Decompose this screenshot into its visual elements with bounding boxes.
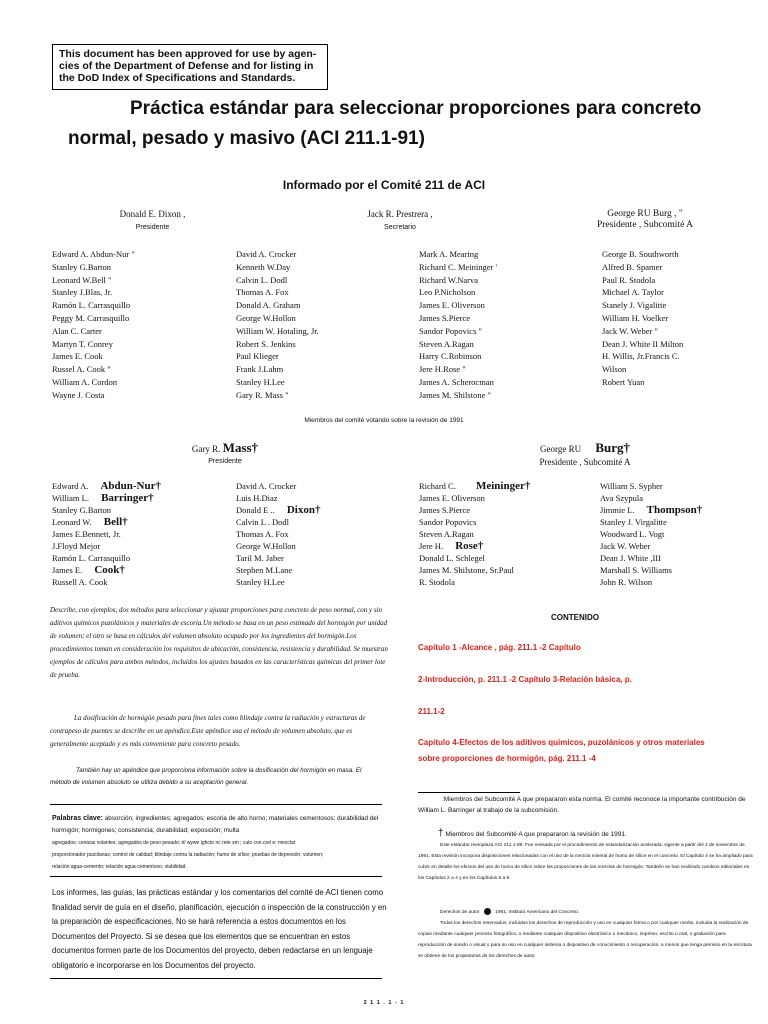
member2-column-2 bbox=[236, 480, 320, 588]
toc-entry[interactable]: 211.1-2 bbox=[418, 707, 445, 716]
member-name: James E. Oliverson bbox=[419, 493, 485, 503]
toc-entry[interactable]: Capítulo 4-Efectos de los aditivos químicos, puzolánicos y otros materiales bbox=[418, 738, 705, 747]
member-name: Paul R. Stodola bbox=[602, 274, 656, 285]
member-name: Russel A. Cook " bbox=[52, 364, 111, 375]
officer-subcommittee-chair bbox=[575, 209, 715, 230]
member-name: Dean J. White II Milton bbox=[602, 338, 684, 349]
member-name: Richard C. Meininger† bbox=[419, 480, 531, 492]
member-name: Russell A. Cook bbox=[52, 577, 108, 587]
member-name: R. Stodola bbox=[419, 577, 455, 587]
member-column-2 bbox=[236, 248, 319, 402]
member-name: Jere H. Rose† bbox=[419, 540, 484, 552]
member-name: H. Willis, Jr.Francis C. bbox=[602, 351, 680, 362]
officer-secretary bbox=[345, 209, 455, 231]
toc-entry[interactable]: Capítulo 1 -Alcance , pág. 211.1 -2 Capítulo bbox=[418, 643, 581, 652]
member-name: William W. Hotaling, Jr. bbox=[236, 325, 319, 336]
member-name: Wilson bbox=[602, 364, 627, 375]
member-name: Thomas A. Fox bbox=[236, 287, 289, 298]
member-name: Robert Yuan bbox=[602, 376, 645, 387]
officer-chair bbox=[100, 209, 205, 231]
member-name: Dean J. White ,III bbox=[600, 553, 661, 563]
member-name: Woodward L. Vogt bbox=[600, 529, 665, 539]
member-name: Stanley G.Barton bbox=[52, 505, 112, 515]
member-name: Alan C. Carter bbox=[52, 325, 102, 336]
officer-role: Presidente bbox=[208, 458, 242, 465]
member-name: Ramón L. Carrasquillo bbox=[52, 300, 131, 311]
footnote-rule bbox=[418, 792, 520, 793]
member-name: Michael A. Taylor bbox=[602, 287, 664, 298]
member-name: Stanley J.Blas, Jr. bbox=[52, 287, 113, 298]
copyright-icon bbox=[484, 908, 491, 915]
member-name: Leo P.Nicholson bbox=[419, 287, 476, 298]
member-name: Sandor Popovics " bbox=[419, 325, 482, 336]
member-name: William H. Voelker bbox=[602, 312, 669, 323]
officer-subcommittee-chair-1991 bbox=[510, 440, 660, 467]
member-name: Donald E .. Dixon† bbox=[236, 504, 321, 516]
member2-column-4 bbox=[600, 480, 702, 588]
officer-first-name: George RU bbox=[540, 444, 582, 454]
member-name: Wayne J. Costa bbox=[52, 389, 105, 400]
officer-role: Presidente , Subcomité A bbox=[539, 457, 631, 467]
title-line-1: Práctica estándar para seleccionar proporciones para concreto bbox=[130, 98, 702, 119]
title-line-2: normal, pesado y masivo (ACI 211.1-91) bbox=[68, 128, 425, 149]
keywords-label: Palabras clave: bbox=[52, 815, 103, 822]
member-name: Steven A.Ragan bbox=[419, 338, 474, 349]
footnote-revision: † Miembros del Subcomité A que prepararon la revisión de 1991. bbox=[438, 828, 627, 839]
member-name: Martyn T. Conrey bbox=[52, 338, 113, 349]
toc-entry[interactable]: 2-Introducción, p. 211.1 -2 Capítulo 3-Relación básica, p. bbox=[418, 675, 632, 684]
footnote-subcommittee: :Miembros del Subcomité A que prepararon esta norma. El comité reconoce la importante contribución de William L. Barringer al trabajo de la subcomisión. bbox=[418, 796, 746, 814]
member-name: David A. Crocker bbox=[236, 249, 297, 259]
member-name: William S. Sypher bbox=[600, 481, 663, 491]
member-name: James S.Pierce bbox=[419, 505, 470, 515]
officer-name: George RU Burg , " bbox=[607, 209, 683, 219]
member-name: James M. Shilstone " bbox=[419, 389, 491, 400]
member-name: Kenneth W.Day bbox=[236, 261, 291, 272]
member-name: George W.Hollon bbox=[236, 541, 296, 551]
member-column-4 bbox=[602, 248, 683, 389]
member-name: James E.Bennett, Jr. bbox=[52, 529, 121, 539]
member-name: Marshall S. Williams bbox=[600, 565, 672, 575]
keywords-line-2: hormigón; hormigones; consistencia; durabilidad; exposición; multa bbox=[52, 827, 240, 834]
rights-statement: Todos los derechos reservados, incluidos los derechos de reproducción y uso en cualquier forma o por cualquier medio, incluida la realización de copias mediante cualquier proceso fotográfico, o mediante cualquier dispositivo electrónico o mecánico, impreso, escrito u oral, o grabación para reproducción de sonido o visual o para su uso en cualquier sistema o dispositivo de conocimiento o recuperación, a menos que tenga permiso en la escritura se obtiene de los propietarios de los derechos de autor. bbox=[418, 921, 752, 959]
member-name: James S.Pierce bbox=[419, 312, 470, 323]
member-name: William L. Barringer† bbox=[52, 492, 154, 504]
toc-entry[interactable]: sobre proporciones de hormigón, pág. 211.1 -4 bbox=[418, 754, 596, 763]
keywords-line-3: agregados: cenizas volantes; agregados de peso pesado; él wywe ighcto nc rete sm ; culo con.crel e; mezclar bbox=[52, 840, 296, 846]
officer-name: Donald E. Dixon , bbox=[119, 209, 186, 219]
abstract-paragraph-2: La dosificación de hormigón pesado para fines tales como blindaje contra la radiación y estructuras de contrapeso de puentes se describe en un apéndice.Este apéndice usa el método de volumen absoluto, que es generalmente aceptado y es más conveniente para concreto pesado. bbox=[50, 714, 366, 748]
member-name: Paul Klieger bbox=[236, 351, 279, 362]
member-name: Harry C.Robinson bbox=[419, 351, 482, 362]
divider bbox=[50, 876, 382, 877]
member2-column-1 bbox=[52, 480, 161, 588]
member-name: J.Floyd Mejor bbox=[52, 541, 101, 551]
member-name: Steven A.Ragan bbox=[419, 529, 474, 539]
member-name: Mark A. Mearing bbox=[419, 249, 479, 259]
member-name: Jack W. Weber " bbox=[602, 325, 658, 336]
member-name: Stanely J. Vigalitte bbox=[602, 300, 667, 311]
page-footer: 2 1 1 . 1 - 1 bbox=[363, 1000, 405, 1006]
member-name: Gary R. Mass " bbox=[236, 389, 289, 400]
dod-approval-notice: This document has been approved for use by agen-cies of the Department of Defense and for listing in the DoD Index of Specifications and Standards. bbox=[52, 44, 328, 90]
officer-chair-1991 bbox=[170, 440, 280, 465]
officer-last-name: Burg† bbox=[595, 440, 630, 455]
member-name: Sandor Popovics bbox=[419, 517, 477, 527]
member-name: George W.Hollon bbox=[236, 312, 296, 323]
member-name: Ava Szypula bbox=[600, 493, 644, 503]
member-name: Stephen M.Lane bbox=[236, 565, 293, 575]
member-name: Ramón L. Carrasquillo bbox=[52, 553, 131, 563]
member-name: Thomas A. Fox bbox=[236, 529, 289, 539]
member-name: Jack W. Weber bbox=[600, 541, 651, 551]
keywords-line-1: Palabras clave: absorción; ingredientes; agregados; escoria de alto horno; materiales cementosos; durabilidad del bbox=[52, 815, 379, 822]
committee-subtitle: Informado por el Comité 211 de ACI bbox=[282, 178, 486, 192]
officer-name: Jack R. Prestrera , bbox=[367, 209, 433, 219]
member-column-1 bbox=[52, 248, 135, 402]
keywords-block bbox=[52, 813, 387, 873]
member-name: David A. Crocker bbox=[236, 481, 297, 491]
member-name: Edward A. Abdun-Nur " bbox=[52, 249, 135, 259]
member-name: James E. Oliverson bbox=[419, 300, 485, 311]
member-name: Luis H.Diaz bbox=[236, 493, 278, 503]
member-name: Calvin L. Dodl bbox=[236, 274, 288, 285]
member-name: Stanley H.Lee bbox=[236, 577, 285, 587]
document-title bbox=[68, 94, 718, 154]
abstract-paragraph-1: Describe, con ejemplos, dos métodos para seleccionar y ajustar proporciones para concreto de peso normal, con y sin aditivos químicos puzolánicos y materiales de escoria.Un método se basa en un peso estimado del hormigón por unidad de volumen; el otro se basa en cálculos del volumen absoluto ocupado por los ingredientes del hormigón.Los procedimientos toman en consideración los requisitos de ubicación, consistencia, resistencia y durabilidad. Se muestran ejemplos de cálculos para ambos métodos, incluidos los ajustes basados en las características químicas del primer lote de prueba. bbox=[50, 606, 388, 679]
copyright-line: Derechos de autor 1991, Instituto Americano del Concreto. bbox=[440, 910, 580, 915]
member-name: James E. Cook† bbox=[52, 564, 125, 576]
member-name: William A. Cordon bbox=[52, 376, 118, 387]
member-name: Edward A. Abdun-Nur† bbox=[52, 480, 162, 492]
member-name: Richard C. Meininger ' bbox=[419, 261, 498, 272]
officer-role: Presidente bbox=[135, 224, 170, 231]
keywords-line-5: relación agua-cemento; relación agua-cementoso; viabilidad. bbox=[52, 864, 187, 870]
member-name: Richard W.Narva bbox=[419, 274, 479, 285]
member-name: Donald A. Graham bbox=[236, 300, 301, 311]
member-name: Frank J.Lahm bbox=[236, 364, 284, 375]
member-name: Peggy M. Carrasquillo bbox=[52, 312, 130, 323]
footnote-standard: Este estándar reemplaza ACI 211.1-89. Fue revisada por el procedimiento de estandarización acelerada, vigente a partir del 1 de noviembre de 1991. Esta revisión incorpora disposiciones relacionadas con el uso de la mezcla mineral de humo de sílice en el concreto. El Capítulo 4 se ha ampliado para cubrir en detalle los efectos del uso de humo de sílice sobre las proporciones de las mezclas de hormigón. También se han realizado cambios editoriales en los Capítulos 2 a 4 y en los Capítulos 6 a 8. bbox=[418, 843, 753, 881]
officer-role: Secretario bbox=[384, 224, 416, 231]
member-name: Robert S. Jenkins bbox=[236, 338, 296, 349]
officer-role: Presidente , Subcomité A bbox=[596, 220, 694, 230]
member-name: James M. Shilstone, Sr.Paul bbox=[419, 565, 514, 575]
divider bbox=[50, 978, 382, 979]
member-name: Jere H.Rose " bbox=[419, 364, 466, 375]
member-name: Alfred B. Spamer bbox=[602, 261, 663, 272]
member-name: Stanley J. Virgalitte bbox=[600, 517, 667, 527]
member-name: Taril M. Jaber bbox=[236, 553, 284, 563]
member-name: Stanley G.Barton bbox=[52, 261, 112, 272]
contents-heading: CONTENIDO bbox=[551, 613, 599, 622]
member-name: Donald L. Schlegel bbox=[419, 553, 485, 563]
officer-first-name: Gary R. bbox=[191, 444, 221, 454]
member2-column-3 bbox=[419, 480, 530, 588]
keywords-line-4: proporcionador puzolanas; control de calidad; blindaje contra la radiación; humo de sílice; pruebas de depresión; volumen; bbox=[52, 852, 324, 858]
divider bbox=[50, 804, 382, 805]
member-name: Leonard W. Bell† bbox=[52, 516, 128, 528]
member-name: Leonard W.Bell " bbox=[52, 274, 112, 285]
member-name: Stanley H.Lee bbox=[236, 376, 285, 387]
member-name: James E. Cook bbox=[52, 351, 103, 362]
officer-last-name: Mass† bbox=[222, 440, 259, 455]
abstract-paragraph-3: También hay un apéndice que proporciona información sobre la dosificación del hormigón en masa. El método de volumen absoluto se utiliza debido a su aceptación general. bbox=[50, 767, 362, 786]
member-name: Jimmie L. Thompson† bbox=[600, 504, 703, 516]
member-name: John R. Wilson bbox=[600, 577, 653, 587]
voting-members-note: Miembros del comité votando sobre la revisión de 1991 bbox=[304, 417, 464, 424]
member-column-3 bbox=[419, 248, 497, 402]
member-name: James A. Scherocman bbox=[419, 376, 494, 387]
member-name: George B. Southworth bbox=[602, 249, 679, 259]
dagger-icon: † bbox=[438, 828, 444, 839]
disclaimer-paragraph: Los informes, las guías, las prácticas estándar y los comentarios del comité de ACI tienen como finalidad servir de guía en el diseño, planificación, ejecución o inspección de la construcción y en la preparación de especificaciones. No se hará referencia a estos documentos en los Documentos del Proyecto. Si se desea que los elementos que se encuentran en estos documentos formen parte de los Documentos del proyecto, deben redactarse en un lenguaje obligatorio e incorporarse en los Documentos del proyecto. bbox=[52, 888, 387, 970]
member-name: Calvin L . Dodl bbox=[236, 517, 290, 527]
